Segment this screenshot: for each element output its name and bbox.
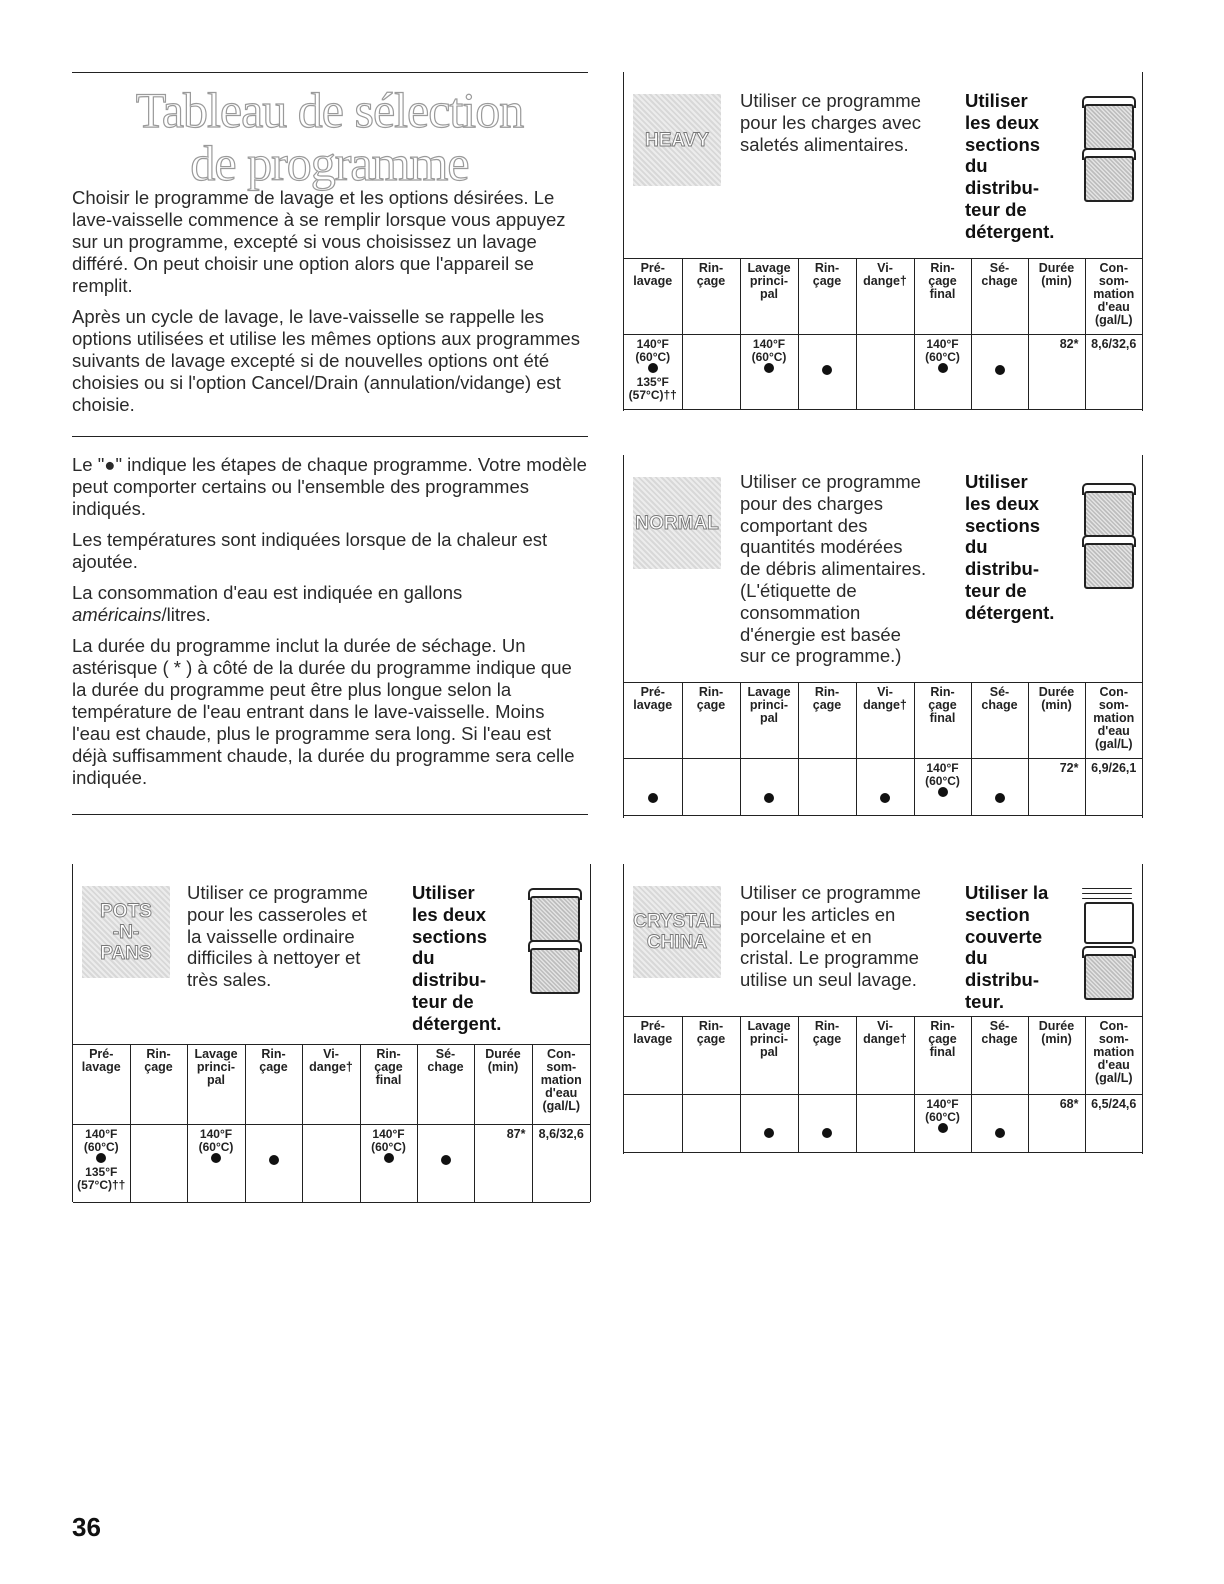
header-main-wash: Lavage princi- pal <box>740 1017 798 1095</box>
intro-text <box>72 187 587 425</box>
bullet-dot-icon <box>822 365 832 375</box>
normal-duration: 72* <box>1028 759 1085 816</box>
header-water: Con- som- mation d'eau (gal/L) <box>1085 1017 1142 1095</box>
header-prewash: Pré- lavage <box>624 1017 682 1095</box>
bullet-dot-icon <box>880 793 890 803</box>
bullet-dot-icon <box>269 1155 279 1165</box>
header-dry: Sé- chage <box>971 683 1028 759</box>
pots-rinse-2 <box>245 1125 302 1203</box>
crystal-description: Utiliser ce programme pour les articles en porcelaine et en cristal. Le programme utilise un seul lavage. <box>740 882 921 991</box>
heavy-cycle-table <box>624 258 1142 410</box>
heavy-main-wash: 140°F (60°C) <box>740 335 798 410</box>
crystal-duration: 68* <box>1028 1095 1085 1153</box>
header-main-wash: Lavage princi- pal <box>740 683 798 759</box>
note-paragraph-4: La durée du programme inclut la durée de séchage. Un astérisque ( * ) à côté de la durée du programme indique que la durée du programme peut être plus longue selon la température de l'eau entrant dans le lave-vaisselle. Moins l'eau est chaude, plus le programme sera long. Si l'eau est déjà suffisamment chaude, la durée du programme sera celle indiquée. <box>72 635 575 788</box>
header-rinse-2: Rin- çage <box>798 259 856 335</box>
heavy-water: 8,6/32,6 <box>1085 335 1142 410</box>
program-card-normal <box>623 455 1143 818</box>
header-final-rinse: Rin- çage final <box>914 259 971 335</box>
crystal-final-rinse: 140°F (60°C) <box>914 1095 971 1153</box>
header-rinse-2: Rin- çage <box>245 1045 302 1125</box>
bullet-dot-icon <box>648 363 658 373</box>
heavy-drain <box>856 335 914 410</box>
section-rule-bottom <box>72 814 588 815</box>
pots-detergent-instruction: Utiliser les deux sections du distribu- teur de détergent. <box>412 882 502 1034</box>
header-dry: Sé- chage <box>971 1017 1028 1095</box>
bullet-dot-icon <box>995 365 1005 375</box>
normal-dry <box>971 759 1028 816</box>
pots-main-wash: 140°F (60°C) <box>187 1125 245 1203</box>
bullet-dot-icon <box>995 793 1005 803</box>
header-water: Con- som- mation d'eau (gal/L) <box>1085 683 1142 759</box>
note-paragraph-3: La consommation d'eau est indiquée en gallons américains/litres. <box>72 582 463 625</box>
normal-rinse-2 <box>798 759 856 816</box>
normal-description: Utiliser ce programme pour des charges comportant des quantités modérées de débris alimentaires. (L'étiquette de consommation d'énergie est basée sur ce programme.) <box>740 471 927 667</box>
normal-water: 6,9/26,1 <box>1085 759 1142 816</box>
crystal-china-badge: CRYSTAL CHINA <box>633 886 721 978</box>
heavy-description: Utiliser ce programme pour les charges avec saletés alimentaires. <box>740 90 921 155</box>
pots-description: Utiliser ce programme pour les casseroles et la vaisselle ordinaire difficiles à nettoyer et très sales. <box>187 882 368 991</box>
crystal-dry <box>971 1095 1028 1153</box>
header-drain: Vi- dange† <box>856 259 914 335</box>
header-water: Con- som- mation d'eau (gal/L) <box>1085 259 1142 335</box>
normal-prewash <box>624 759 682 816</box>
bullet-dot-icon <box>441 1155 451 1165</box>
crystal-prewash <box>624 1095 682 1153</box>
header-water: Con- som- mation d'eau (gal/L) <box>532 1045 590 1125</box>
header-final-rinse: Rin- çage final <box>914 1017 971 1095</box>
bullet-dot-icon <box>938 787 948 797</box>
pots-dry <box>417 1125 474 1203</box>
header-rinse: Rin- çage <box>682 683 740 759</box>
header-rinse-2: Rin- çage <box>798 1017 856 1095</box>
header-dry: Sé- chage <box>971 259 1028 335</box>
header-final-rinse: Rin- çage final <box>914 683 971 759</box>
normal-main-wash <box>740 759 798 816</box>
header-duration: Durée (min) <box>1028 1017 1085 1095</box>
heavy-detergent-instruction: Utiliser les deux sections du distribu- teur de détergent. <box>965 90 1055 242</box>
crystal-detergent-instruction: Utiliser la section couverte du distribu- teur. <box>965 882 1049 1012</box>
header-duration: Durée (min) <box>1028 683 1085 759</box>
normal-rinse <box>682 759 740 816</box>
intro-paragraph-1: Choisir le programme de lavage et les options désirées. Le lave-vaisselle commence à se remplir lorsque vous appuyez sur un programme, excepté si vous choisissez un lavage différé. On peut choisir une option alors que l'appareil se remplit. <box>72 187 566 296</box>
page-title: Tableau de sélection de programme <box>135 82 524 191</box>
bullet-dot-icon <box>938 1123 948 1133</box>
bullet-dot-icon <box>211 1153 221 1163</box>
bullet-dot-icon <box>764 793 774 803</box>
header-prewash: Pré- lavage <box>624 683 682 759</box>
heavy-prewash: 140°F (60°C) 135°F (57°C)†† <box>624 335 682 410</box>
bullet-dot-icon <box>384 1153 394 1163</box>
program-card-pots-n-pans <box>72 864 591 1202</box>
heavy-final-rinse: 140°F (60°C) <box>914 335 971 410</box>
header-duration: Durée (min) <box>1028 259 1085 335</box>
program-card-crystal-china <box>623 864 1143 1154</box>
header-drain: Vi- dange† <box>302 1045 360 1125</box>
normal-drain <box>856 759 914 816</box>
normal-cycle-table <box>624 682 1142 816</box>
bullet-dot-icon <box>995 1128 1005 1138</box>
pots-cycle-table <box>73 1044 590 1203</box>
pots-duration: 87* <box>474 1125 532 1203</box>
normal-final-rinse: 140°F (60°C) <box>914 759 971 816</box>
normal-badge: NORMAL <box>633 477 721 569</box>
notes-text <box>72 454 587 798</box>
header-final-rinse: Rin- çage final <box>360 1045 417 1125</box>
pots-rinse <box>130 1125 187 1203</box>
pots-n-pans-badge: POTS -N- PANS <box>82 886 170 978</box>
section-rule <box>72 436 588 437</box>
crystal-drain <box>856 1095 914 1153</box>
crystal-rinse-2 <box>798 1095 856 1153</box>
heavy-dry <box>971 335 1028 410</box>
bullet-dot-icon <box>938 363 948 373</box>
header-dry: Sé- chage <box>417 1045 474 1125</box>
note-paragraph-2: Les températures sont indiquées lorsque de la chaleur est ajoutée. <box>72 529 548 572</box>
header-rinse: Rin- çage <box>682 259 740 335</box>
header-rinse: Rin- çage <box>682 1017 740 1095</box>
top-rule <box>72 72 588 73</box>
header-rinse: Rin- çage <box>130 1045 187 1125</box>
header-drain: Vi- dange† <box>856 683 914 759</box>
header-main-wash: Lavage princi- pal <box>740 259 798 335</box>
note-paragraph-1: Le "●" indique les étapes de chaque programme. Votre modèle peut comporter certains ou l'ensemble des programmes indiqués. <box>72 454 587 519</box>
crystal-water: 6,5/24,6 <box>1085 1095 1142 1153</box>
normal-detergent-instruction: Utiliser les deux sections du distribu- teur de détergent. <box>965 471 1055 623</box>
bullet-dot-icon <box>648 793 658 803</box>
intro-paragraph-2: Après un cycle de lavage, le lave-vaisselle se rappelle les options utilisées et utilise les mêmes options aux programmes suivants de lavage excepté si de nouvelles options ont été choisies ou si l'option Cancel/Drain (annulation/vidange) est choisie. <box>72 306 580 415</box>
bullet-dot-icon <box>96 1153 106 1163</box>
bullet-dot-icon <box>764 363 774 373</box>
pots-final-rinse: 140°F (60°C) <box>360 1125 417 1203</box>
header-drain: Vi- dange† <box>856 1017 914 1095</box>
program-card-heavy <box>623 72 1143 411</box>
pots-water: 8,6/32,6 <box>532 1125 590 1203</box>
header-rinse-2: Rin- çage <box>798 683 856 759</box>
heavy-duration: 82* <box>1028 335 1085 410</box>
crystal-cycle-table <box>624 1016 1142 1153</box>
header-duration: Durée (min) <box>474 1045 532 1125</box>
header-main-wash: Lavage princi- pal <box>187 1045 245 1125</box>
bullet-dot-icon <box>764 1128 774 1138</box>
pots-prewash: 140°F (60°C) 135°F (57°C)†† <box>73 1125 130 1203</box>
bullet-dot-icon <box>822 1128 832 1138</box>
crystal-main-wash <box>740 1095 798 1153</box>
heavy-badge: HEAVY <box>633 94 721 186</box>
page-number: 36 <box>72 1512 101 1542</box>
header-prewash: Pré- lavage <box>73 1045 130 1125</box>
heavy-rinse-2 <box>798 335 856 410</box>
heavy-rinse <box>682 335 740 410</box>
header-prewash: Pré- lavage <box>624 259 682 335</box>
pots-drain <box>302 1125 360 1203</box>
crystal-rinse <box>682 1095 740 1153</box>
